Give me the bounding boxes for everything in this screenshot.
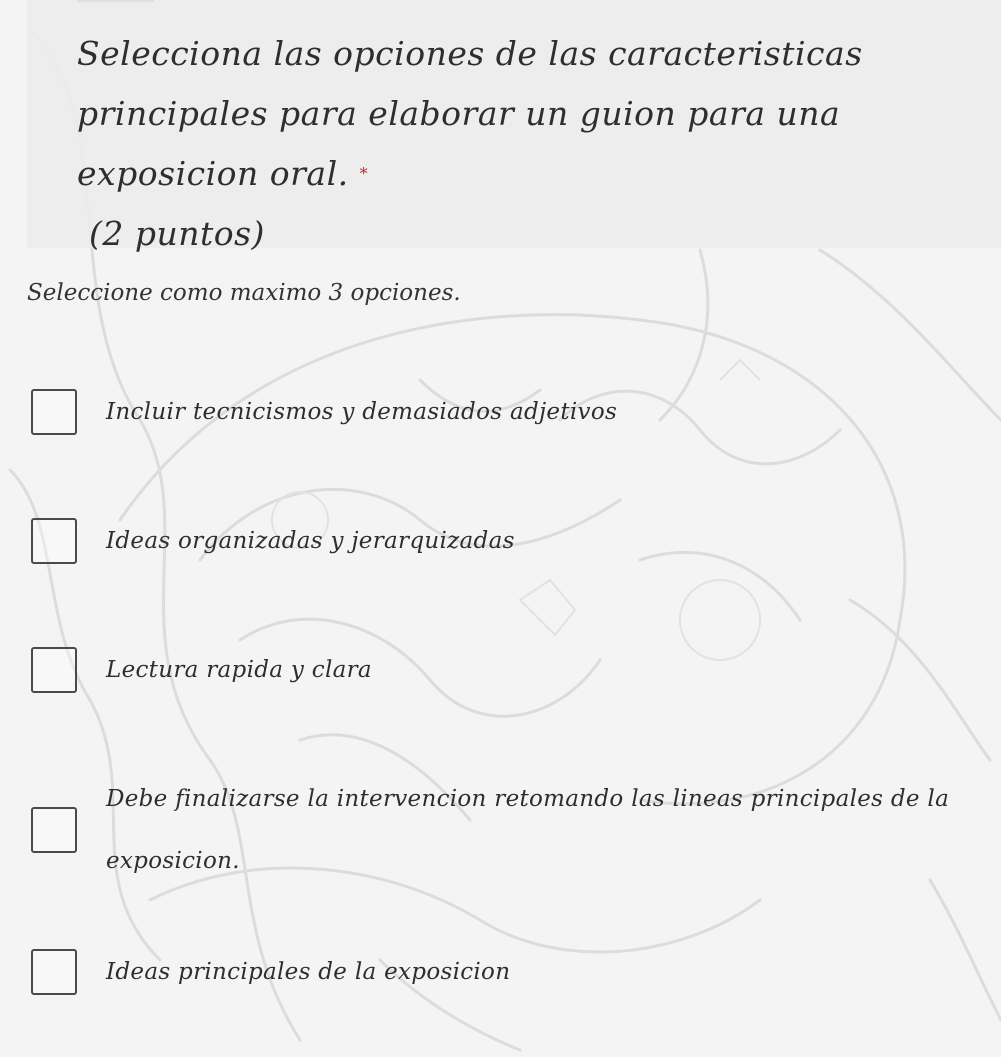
option-lectura-rapida[interactable] bbox=[31, 639, 971, 701]
question-title bbox=[77, 24, 992, 264]
required-marker: * bbox=[359, 164, 369, 183]
checkbox-icon[interactable] bbox=[31, 389, 77, 435]
option-ideas-organizadas[interactable] bbox=[31, 510, 971, 572]
checkbox-icon[interactable] bbox=[31, 518, 77, 564]
option-ideas-principales[interactable] bbox=[31, 941, 971, 1003]
question-text: Selecciona las opciones de las caracteristicas principales para elaborar un guion para una exposicion oral. bbox=[77, 34, 863, 193]
option-label[interactable]: Debe finalizarse la intervencion retomando las lineas principales de la exposicion. bbox=[106, 786, 950, 874]
selection-instructions: Seleccione como maximo 3 opciones. bbox=[27, 280, 461, 306]
option-label[interactable]: Ideas organizadas y jerarquizadas bbox=[106, 528, 515, 554]
checkbox-icon[interactable] bbox=[31, 949, 77, 995]
option-debe-finalizarse[interactable] bbox=[31, 768, 971, 892]
option-label[interactable]: Ideas principales de la exposicion bbox=[106, 959, 511, 985]
checkbox-icon[interactable] bbox=[31, 647, 77, 693]
option-label[interactable]: Lectura rapida y clara bbox=[106, 657, 372, 683]
question-points: (2 puntos) bbox=[89, 214, 265, 253]
option-incluir-tecnicismos[interactable] bbox=[31, 381, 971, 443]
option-label[interactable]: Incluir tecnicismos y demasiados adjetivos bbox=[106, 399, 618, 425]
question-card bbox=[27, 0, 1001, 253]
checkbox-icon[interactable] bbox=[31, 807, 77, 853]
